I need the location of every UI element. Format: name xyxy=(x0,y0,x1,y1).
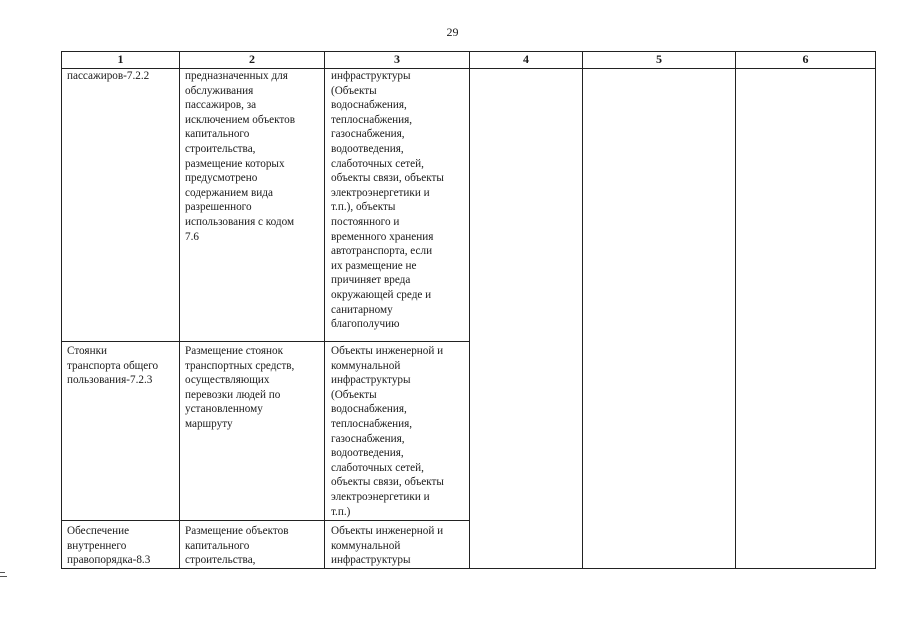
column-header-4: 4 xyxy=(470,52,583,69)
cell-text: Обеспечение внутреннего правопорядка-8.3 xyxy=(67,525,151,567)
table-cell xyxy=(180,69,325,342)
table-cell xyxy=(62,521,180,569)
margin-mark xyxy=(0,576,7,577)
empty-cell-col4 xyxy=(470,69,583,569)
table-cell xyxy=(62,69,180,342)
table-cell xyxy=(325,69,470,342)
table-cell xyxy=(325,521,470,569)
cell-text: предназначенных для обслуживания пассажиров, за исключением объектов капитального строительства, размещение которых предусмотрено содержанием вида разрешенного использования с кодом 7.6 xyxy=(185,70,295,243)
cell-text: Стоянки транспорта общего пользования-7.2.3 xyxy=(67,345,159,387)
page-number: 29 xyxy=(446,25,459,39)
column-header-6: 6 xyxy=(736,52,876,69)
table-cell xyxy=(180,342,325,521)
column-header-1: 1 xyxy=(62,52,180,69)
cell-text: Размещение стоянок транспортных средств, осуществляющих перевозки людей по установленному маршруту xyxy=(185,345,295,430)
column-header-2: 2 xyxy=(180,52,325,69)
margin-mark xyxy=(0,572,5,573)
zoning-table xyxy=(61,51,876,569)
cell-text: Размещение объектов капитального строительства, xyxy=(185,525,289,567)
table-cell xyxy=(62,342,180,521)
table-cell xyxy=(180,521,325,569)
cell-text: инфраструктуры (Объекты водоснабжения, теплоснабжения, газоснабжения, водоотведения, слаботочных сетей, объекты связи, объекты электроэнергетики и т.п.), объекты постоянного и временного хранения автотранспорта, если их размещение не причиняет вреда окружающей среде и санитарному благополучию xyxy=(331,70,444,331)
column-header-5: 5 xyxy=(583,52,736,69)
table-header-row xyxy=(62,52,876,69)
cell-text: Объекты инженерной и коммунальной инфраструктуры (Объекты водоснабжения, теплоснабжения, газоснабжения, водоотведения, слаботочных сетей, объекты связи, объекты электроэнергетики и т.п.) xyxy=(331,345,444,518)
empty-cell-col6 xyxy=(736,69,876,569)
empty-cell-col5 xyxy=(583,69,736,569)
table-row xyxy=(62,69,876,342)
cell-text: Объекты инженерной и коммунальной инфраструктуры xyxy=(331,525,444,567)
cell-text: пассажиров-7.2.2 xyxy=(67,70,150,82)
table-cell xyxy=(325,342,470,521)
column-header-3: 3 xyxy=(325,52,470,69)
